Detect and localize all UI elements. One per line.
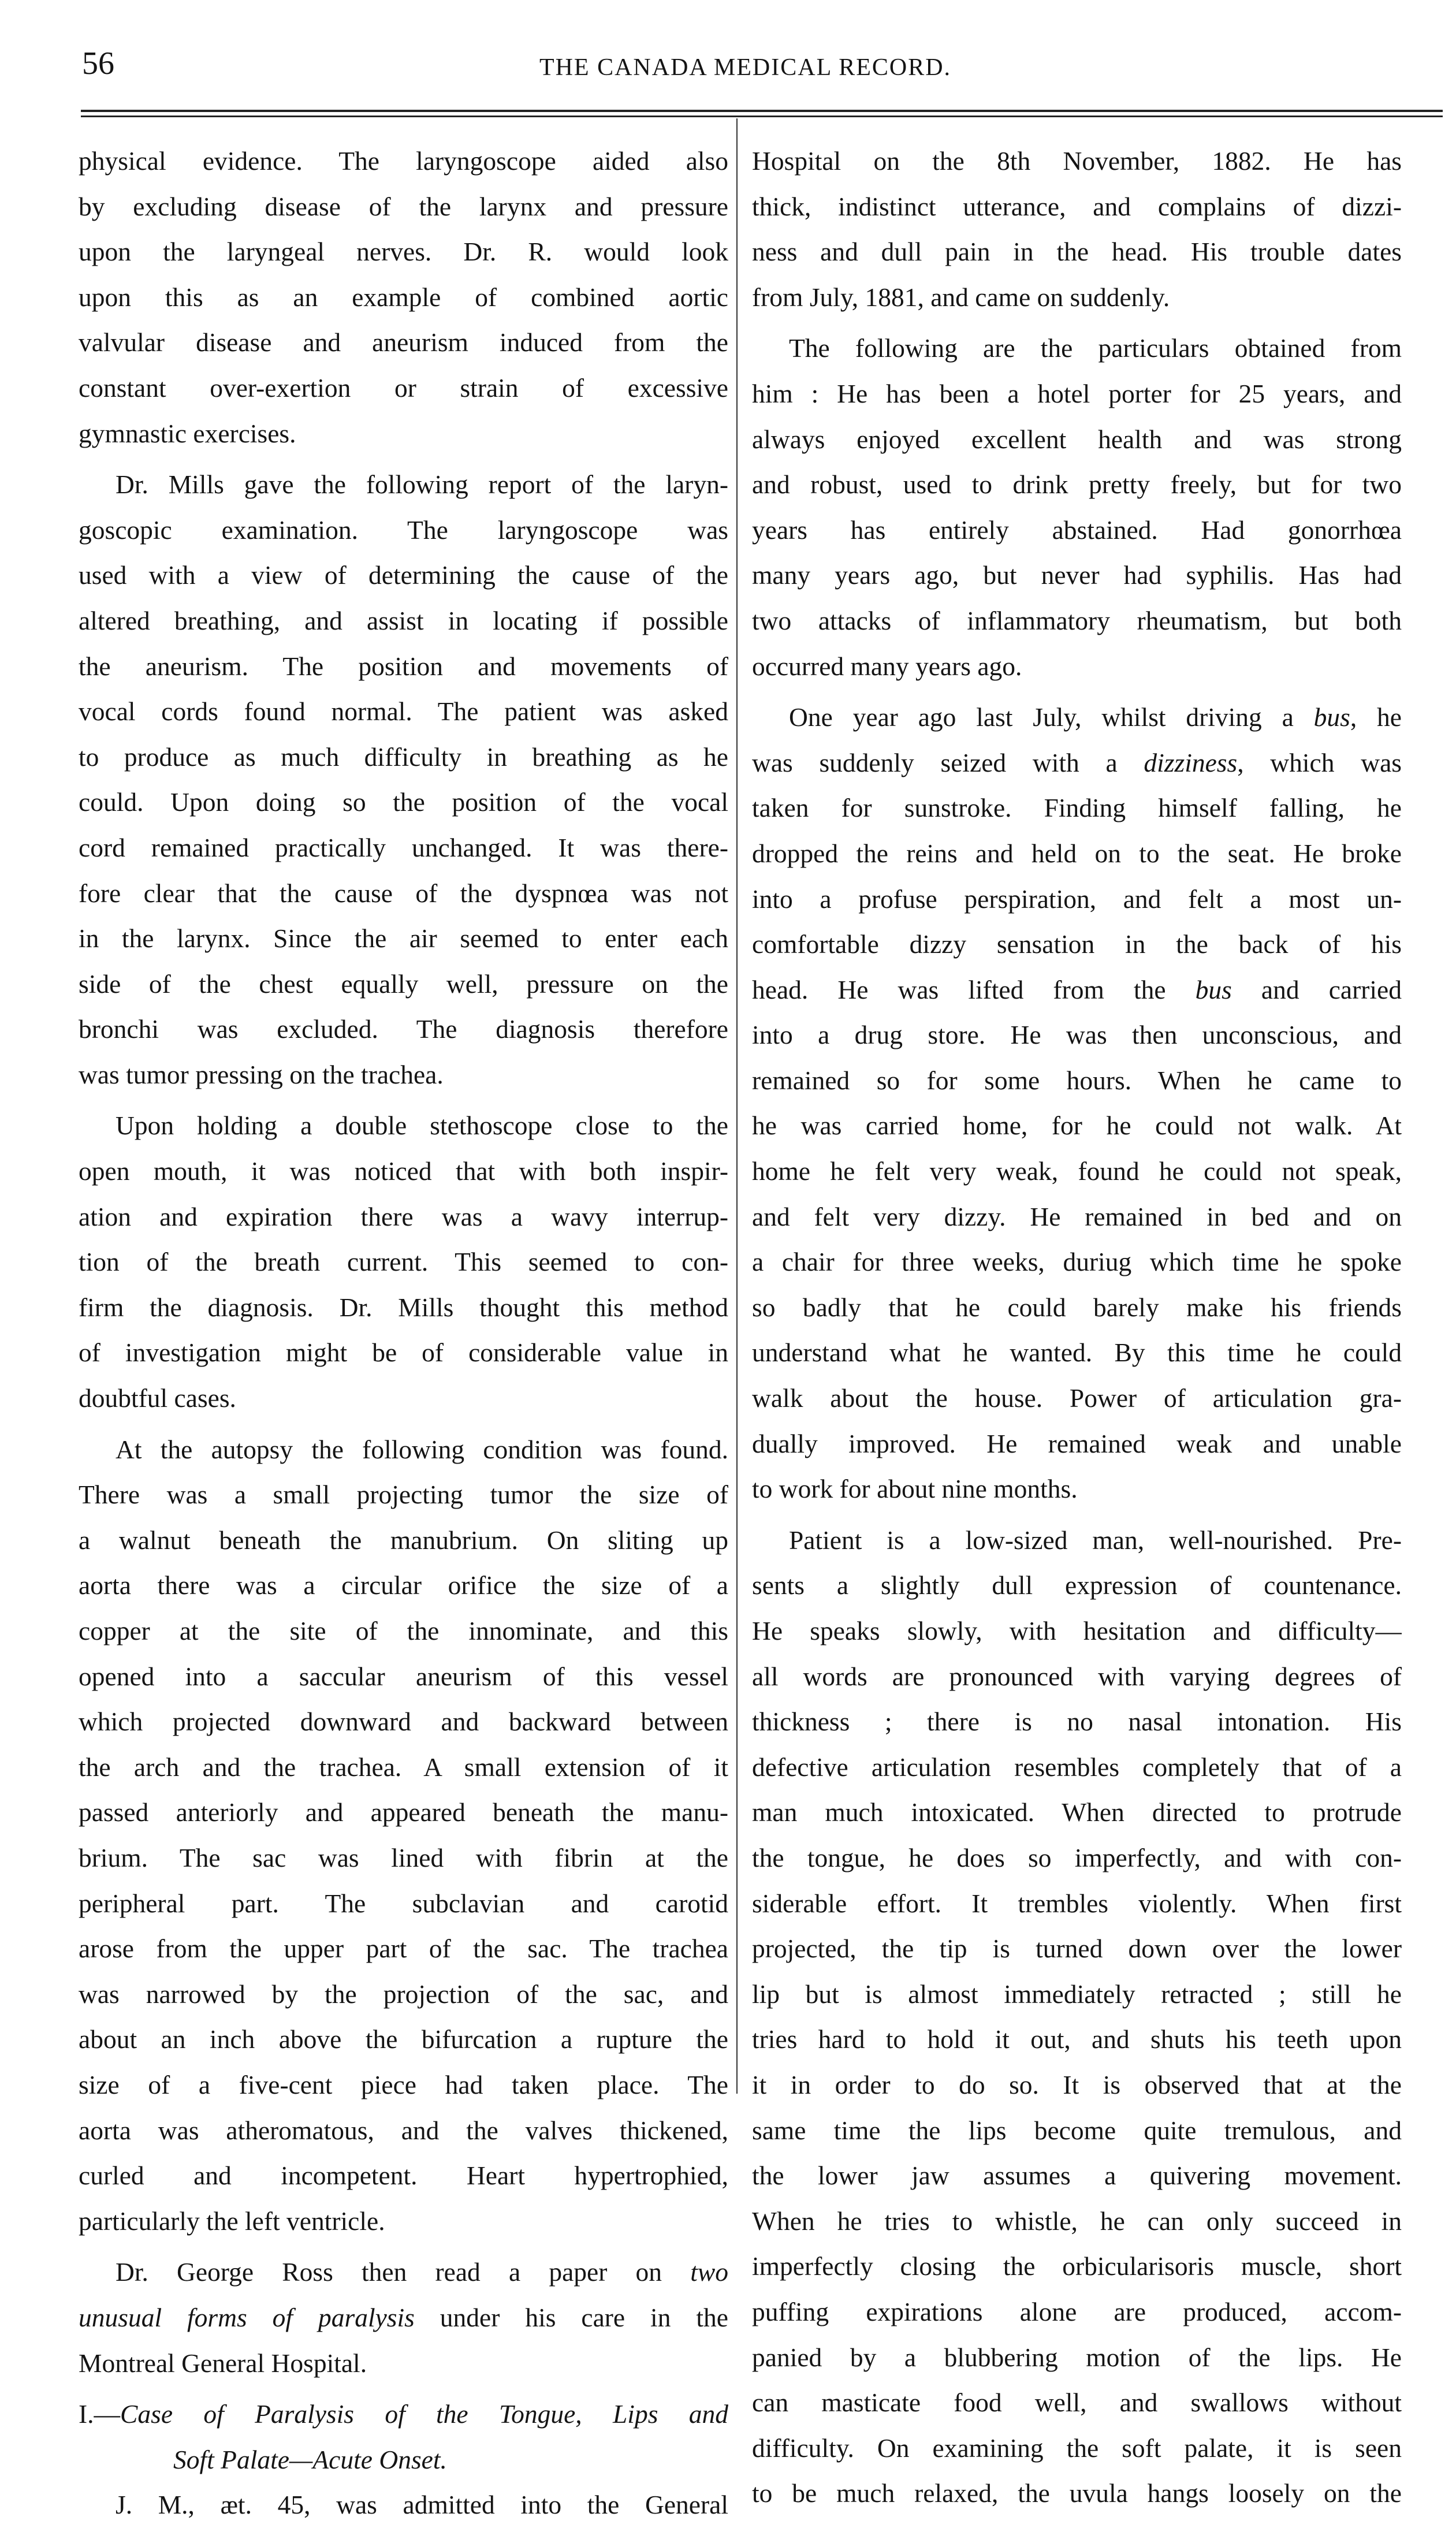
text-line: to be much relaxed, the uvula hangs loosely on the (752, 2478, 1402, 2508)
ross-paragraph-line-2 (79, 2295, 728, 2341)
text-line: open mouth, it was noticed that with both inspir- (79, 1156, 728, 1186)
text-line: so badly that he could barely make his friends (752, 1292, 1402, 1322)
text-line: dually improved. He remained weak and unable (752, 1428, 1402, 1458)
text-line: bronchi was excluded. The diagnosis therefore (79, 1014, 728, 1044)
page-number: 56 (82, 46, 114, 81)
text-line: imperfectly closing the orbicularisoris muscle, short (752, 2251, 1402, 2281)
text-span: , which was (1237, 747, 1402, 777)
header-rule-top (81, 110, 1443, 112)
text-line: copper at the site of the innominate, and this (79, 1616, 728, 1645)
text-line: difficulty. On examining the soft palate, it is seen (752, 2433, 1402, 2463)
text-line: tion of the breath current. This seemed to con- (79, 1247, 728, 1277)
bus-paragraph-line-2 (752, 740, 1402, 786)
text-line: occurred many years ago. (752, 651, 1022, 681)
text-line: physical evidence. The laryngoscope aided also (79, 146, 728, 176)
ross-paragraph-line-3: Montreal General Hospital. (79, 2348, 367, 2378)
text-line: goscopic examination. The laryngoscope was (79, 515, 728, 545)
text-line: same time the lips become quite tremulous, and (752, 2115, 1402, 2145)
text-line: aorta there was a circular orifice the size of a (79, 1570, 728, 1600)
text-line: the lower jaw assumes a quivering movement. (752, 2161, 1402, 2191)
header-rule-bottom (81, 116, 1443, 117)
text-line: walk about the house. Power of articulation gra- (752, 1383, 1402, 1413)
bus-paragraph-line-1 (752, 695, 1402, 740)
text-line: projected, the tip is turned down over the lower (752, 1934, 1402, 1964)
italic-span: bus (1313, 702, 1350, 732)
text-line: was tumor pressing on the trachea. (79, 1059, 444, 1089)
left-column-body (79, 139, 728, 2244)
text-span: head. He was lifted from the (752, 974, 1196, 1004)
text-line: He speaks slowly, with hesitation and difficulty— (752, 1616, 1402, 1645)
text-line: and felt very dizzy. He remained in bed and on (752, 1201, 1402, 1231)
case-title: Soft Palate—Acute Onset. (173, 2444, 447, 2474)
text-line: remained so for some hours. When he came to (752, 1065, 1402, 1095)
case-numeral: I.— (79, 2399, 121, 2429)
bus-paragraph-rest (752, 1012, 1402, 1512)
text-line: thickness ; there is no nasal intonation. His (752, 1707, 1402, 1737)
text-line: altered breathing, and assist in locating if possible (79, 605, 728, 635)
text-line: gymnastic exercises. (79, 418, 296, 448)
text-line: ation and expiration there was a wavy interrup- (79, 1201, 728, 1231)
text-line: the arch and the trachea. A small extension of it (79, 1752, 728, 1782)
text-line: sents a slightly dull expression of countenance. (752, 1570, 1402, 1600)
text-line: understand what he wanted. By this time he could (752, 1338, 1402, 1368)
text-line: home he felt very weak, found he could not speak, (752, 1156, 1402, 1186)
text-line: firm the diagnosis. Dr. Mills thought this method (79, 1292, 728, 1322)
text-line: puffing expirations alone are produced, accom- (752, 2296, 1402, 2326)
text-line: cord remained practically unchanged. It was there- (79, 832, 728, 862)
text-line: to work for about nine months. (752, 1474, 1078, 1504)
text-line: vocal cords found normal. The patient was asked (79, 697, 728, 727)
text-line: At the autopsy the following condition was found. (116, 1434, 728, 1464)
text-line: tries hard to hold it out, and shuts his teeth upon (752, 2024, 1402, 2054)
text-line: valvular disease and aneurism induced from the (79, 327, 728, 358)
text-line: fore clear that the cause of the dyspnœa was not (79, 878, 728, 908)
text-line: into a drug store. He was then unconscious, and (752, 1020, 1402, 1050)
text-line: aorta was atheromatous, and the valves thickened, (79, 2115, 728, 2145)
text-line: Upon holding a double stethoscope close to the (116, 1111, 728, 1141)
text-line: a chair for three weeks, durіug which time he spoke (752, 1247, 1402, 1277)
italic-span: unusual forms of paralysis (79, 2302, 415, 2332)
text-line: brium. The sac was lined with fibrin at the (79, 1842, 728, 1872)
text-line: There was a small projecting tumor the size of (79, 1480, 728, 1510)
text-line: in the larynx. Since the air seemed to enter each (79, 924, 728, 954)
left-column (79, 139, 728, 2528)
text-line: the aneurism. The position and movements of (79, 651, 728, 681)
text-line: the tongue, he does so imperfectly, and with con- (752, 1842, 1402, 1872)
case-opening-line: J. M., æt. 45, was admitted into the General (116, 2490, 728, 2520)
text-line: man much intoxicated. When directed to protrude (752, 1797, 1402, 1827)
text-line: many years ago, but never had syphilis. Has had (752, 560, 1402, 590)
text-line: panied by a blubbering motion of the lips. He (752, 2342, 1402, 2372)
text-line: two attacks of inflammatory rheumatism, but both (752, 605, 1402, 635)
text-line: all words are pronounced with varying degrees of (752, 1661, 1402, 1691)
text-span: and carried (1231, 974, 1402, 1004)
text-line: passed anteriorly and appeared beneath the manu- (79, 1797, 728, 1827)
text-line: Patient is a low-sized man, well-nourished. Pre- (789, 1525, 1402, 1555)
text-line: lip but is almost immediately retracted ; still he (752, 1979, 1402, 2009)
bus-paragraph-line-3: taken for sunstroke. Finding himself falling, he (752, 793, 1402, 823)
italic-span: two (690, 2257, 728, 2287)
text-line: defective articulation resembles completely that of a (752, 1752, 1402, 1782)
bus-paragraph-line-7 (752, 967, 1402, 1013)
text-line: side of the chest equally well, pressure on the (79, 969, 728, 999)
text-line: arose from the upper part of the sac. The trachea (79, 1934, 728, 1964)
text-span: was suddenly seized with a (752, 747, 1144, 777)
text-line: was narrowed by the projection of the sac, and (79, 1979, 728, 2009)
italic-span: bus (1195, 974, 1232, 1004)
text-line: siderable effort. It trembles violently. When first (752, 1888, 1402, 1918)
column-divider (736, 118, 738, 2094)
text-line: curled and incompetent. Heart hypertrophied, (79, 2161, 728, 2191)
ross-paragraph-line-1 (79, 2250, 728, 2295)
case-heading-line-1 (79, 2392, 728, 2437)
text-line: When he tries to whistle, he can only succeed in (752, 2206, 1402, 2236)
text-line: always enjoyed excellent health and was strong (752, 424, 1402, 454)
text-line: a walnut beneath the manubrium. On sliting up (79, 1525, 728, 1555)
text-line: to produce as much difficulty in breathing as he (79, 742, 728, 772)
text-line: used with a view of determining the cause of the (79, 560, 728, 590)
text-line: by excluding disease of the larynx and pressure (79, 191, 728, 221)
text-line: him : He has been a hotel porter for 25 years, and (752, 378, 1402, 408)
italic-span: dizziness (1144, 747, 1238, 777)
patient-paragraph (752, 1518, 1402, 2516)
bus-paragraph-line-4: dropped the reins and held on to the seat. He broke (752, 838, 1402, 868)
case-heading-line-2 (79, 2437, 728, 2483)
bus-paragraph-line-6: comfortable dizzy sensation in the back of his (752, 929, 1402, 959)
running-head: THE CANADA MEDICAL RECORD. (539, 54, 952, 81)
text-line: and robust, used to drink pretty freely, but for two (752, 470, 1402, 500)
text-line: constant over-exertion or strain of excessive (79, 373, 728, 403)
text-line: about an inch above the bifurcation a rupture the (79, 2024, 728, 2054)
text-line: particularly the left ventricle. (79, 2206, 385, 2236)
text-line: could. Upon doing so the position of the vocal (79, 787, 728, 817)
text-line: peripheral part. The subclavian and carotid (79, 1888, 728, 1918)
text-span: One year ago last July, whilst driving a (789, 702, 1314, 732)
text-line: it in order to do so. It is observed that at the (752, 2069, 1402, 2099)
text-line: size of a five-cent piece had taken place. The (79, 2069, 728, 2099)
text-line: he was carried home, for he could not walk. At (752, 1111, 1402, 1141)
text-line: ness and dull pain in the head. His trouble dates (752, 237, 1402, 267)
text-span: under his care in the (414, 2302, 728, 2332)
text-line: upon this as an example of combined aortic (79, 282, 728, 312)
case-title: Case of Paralysis of the Tongue, Lips and (120, 2399, 728, 2429)
text-line: doubtful cases. (79, 1383, 236, 1413)
text-line: thick, indistinct utterance, and complains of dizzi- (752, 191, 1402, 221)
text-line: of investigation might be of considerable value in (79, 1338, 728, 1368)
text-line: Hospital on the 8th November, 1882. He has (752, 146, 1402, 176)
text-line: from July, 1881, and came on suddenly. (752, 282, 1170, 312)
right-column-history (752, 139, 1402, 689)
right-column (752, 139, 1402, 2516)
text-span: , he (1350, 702, 1402, 732)
text-line: The following are the particulars obtained from (789, 333, 1402, 363)
text-line: Dr. Mills gave the following report of the laryn- (116, 470, 728, 500)
text-line: years has entirely abstained. Had gonorrhœa (752, 515, 1402, 545)
text-span: Dr. George Ross then read a paper on (116, 2257, 691, 2287)
text-line: opened into a saccular aneurism of this vessel (79, 1661, 728, 1691)
bus-paragraph-line-5: into a profuse perspiration, and felt a most un- (752, 884, 1402, 914)
text-line: which projected downward and backward between (79, 1707, 728, 1737)
text-line: upon the laryngeal nerves. Dr. R. would look (79, 237, 728, 267)
text-line: can masticate food well, and swallows without (752, 2388, 1402, 2418)
